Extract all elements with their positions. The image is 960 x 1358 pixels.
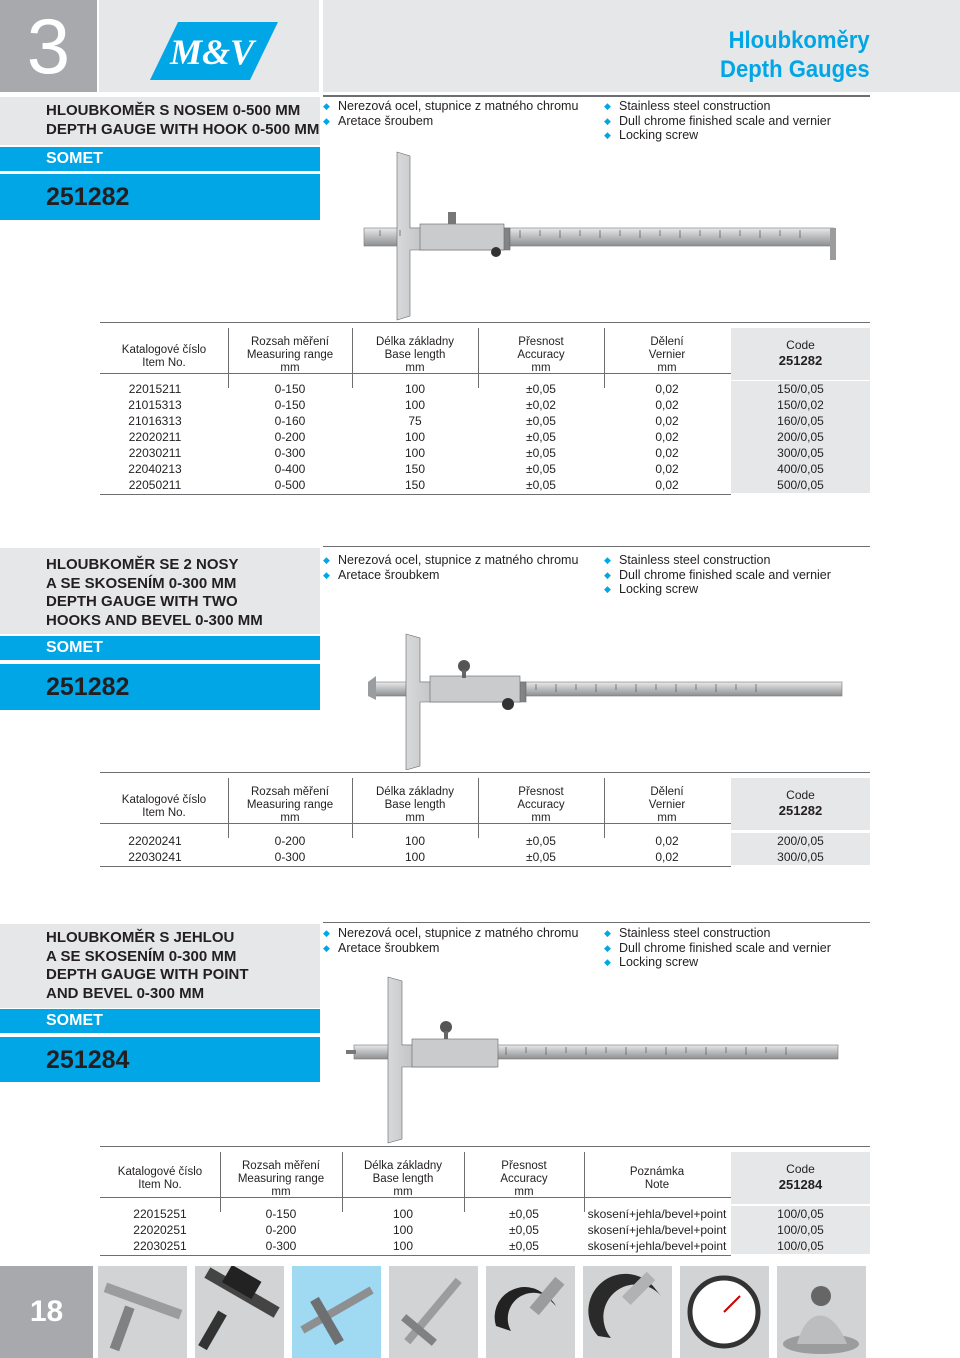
depth-gauge-hook-image xyxy=(360,150,840,322)
header-text: Rozsah měření xyxy=(242,1160,320,1172)
table-cell: 0-150 xyxy=(274,398,306,412)
table-cell: 100 xyxy=(404,834,426,848)
header-text: Délka základny xyxy=(364,1160,442,1172)
section-2-title-line: DEPTH GAUGE WITH TWO xyxy=(46,593,238,610)
dial-indicator-icon xyxy=(680,1266,769,1358)
table-cell: ±0,05 xyxy=(509,1207,539,1221)
header-text: Katalogové číslo xyxy=(121,344,207,356)
header-code-label: Code xyxy=(786,1162,815,1176)
section-3-maker: SOMET xyxy=(0,1009,320,1033)
header-code xyxy=(731,778,870,830)
table-cell: 0,02 xyxy=(655,414,679,428)
table-cell: 150/0,05 xyxy=(777,382,824,396)
header-text: Vernier xyxy=(648,349,686,361)
chapter-number: 3 xyxy=(0,0,97,92)
feature-item: ◆ Locking screw xyxy=(604,128,831,143)
table-cell: 22030251 xyxy=(133,1239,187,1253)
header-accuracy xyxy=(464,1156,584,1199)
table-cell: 21015313 xyxy=(128,398,182,412)
table-cell: 75 xyxy=(408,414,422,428)
table-cell: 0,02 xyxy=(655,446,679,460)
section-3-table xyxy=(100,1146,870,1256)
table-row xyxy=(100,1206,870,1222)
digital-caliper-icon xyxy=(195,1266,284,1358)
section-3-title-line: HLOUBKOMĚR S JEHLOU xyxy=(46,929,235,946)
table-row xyxy=(100,833,870,849)
feature-item: ◆ Stainless steel construction xyxy=(604,99,831,114)
section-3-features-en xyxy=(604,926,831,970)
header-vernier xyxy=(604,782,730,825)
table-cell: 0-300 xyxy=(265,1239,297,1253)
feature-item: ◆ Locking screw xyxy=(604,955,831,970)
table-cell: 22040213 xyxy=(128,462,182,476)
table-cell: skosení+jehla/bevel+point xyxy=(587,1223,727,1237)
header-text: Délka základny xyxy=(376,336,454,348)
header-range xyxy=(228,332,352,375)
header-text: Item No. xyxy=(142,357,186,369)
table-cell: 22020251 xyxy=(133,1223,187,1237)
header-text: Dělení xyxy=(650,786,684,798)
table-row xyxy=(100,381,870,397)
table-cell: 22020211 xyxy=(128,430,182,444)
table-cell: ±0,05 xyxy=(526,430,556,444)
section-2-title-line: HOOKS AND BEVEL 0-300 MM xyxy=(46,611,263,629)
feature-item: ◆ Stainless steel construction xyxy=(604,926,831,941)
table-bottom-rule xyxy=(100,494,731,495)
brand-logo-text: M&V xyxy=(169,32,255,72)
header-text: Rozsah měření xyxy=(251,336,329,348)
table-row xyxy=(100,445,870,461)
table-cell: 100/0,05 xyxy=(777,1239,824,1253)
header-text: mm xyxy=(514,1186,534,1198)
table-row xyxy=(100,1222,870,1238)
table-cell: ±0,05 xyxy=(509,1239,539,1253)
header-text: Accuracy xyxy=(517,799,565,811)
page-number: 18 xyxy=(0,1266,93,1358)
header-code-value: 251282 xyxy=(778,353,823,368)
header-range xyxy=(228,782,352,825)
section-3-title-line: A SE SKOSENÍM 0-300 MM xyxy=(46,947,237,965)
header-base xyxy=(342,1156,464,1199)
table-cell: 100/0,05 xyxy=(777,1223,824,1237)
title-rule xyxy=(323,95,870,97)
table-cell: 0,02 xyxy=(655,398,679,412)
table-cell: 0,02 xyxy=(655,430,679,444)
header-code-label: Code xyxy=(786,338,815,352)
header-text: Dělení xyxy=(650,336,684,348)
section-1-table xyxy=(100,322,870,497)
header-code xyxy=(731,1152,870,1204)
header-item-no xyxy=(100,790,228,820)
table-cell: skosení+jehla/bevel+point xyxy=(587,1239,727,1253)
table-cell: 0-200 xyxy=(265,1223,297,1237)
table-cell: 21016313 xyxy=(128,414,182,428)
feature-item: ◆ Dull chrome finished scale and vernier xyxy=(604,114,831,129)
table-cell: 0-200 xyxy=(274,430,306,444)
section-3-rule xyxy=(323,922,870,923)
dial-indicator-thumb[interactable] xyxy=(680,1266,769,1358)
section-1-title-line: DEPTH GAUGE WITH HOOK 0-500 MM xyxy=(46,120,320,138)
header-text: Accuracy xyxy=(517,349,565,361)
magnetic-stand-thumb[interactable] xyxy=(777,1266,866,1358)
table-cell: 100 xyxy=(404,430,426,444)
table-cell: 100 xyxy=(404,382,426,396)
section-2-title xyxy=(0,548,320,634)
table-cell: 0-150 xyxy=(274,382,306,396)
table-cell: ±0,05 xyxy=(509,1223,539,1237)
header-text: Base length xyxy=(372,1173,434,1185)
header-base xyxy=(352,332,478,375)
table-cell: 22015251 xyxy=(133,1207,187,1221)
feature-item: ◆ Nerezová ocel, stupnice z matného chromu xyxy=(323,926,578,941)
table-cell: ±0,05 xyxy=(526,462,556,476)
section-2-table xyxy=(100,772,870,872)
section-2-rule xyxy=(323,546,870,547)
feature-item: ◆ Nerezová ocel, stupnice z matného chromu xyxy=(323,99,578,114)
table-cell: 150/0,02 xyxy=(777,398,824,412)
table-cell: 200/0,05 xyxy=(777,430,824,444)
section-2-features-cz xyxy=(323,553,578,582)
header-text: Measuring range xyxy=(246,799,334,811)
table-row xyxy=(100,849,870,865)
outside-micrometer-icon xyxy=(583,1266,672,1358)
table-cell: 0-160 xyxy=(274,414,306,428)
table-cell: 200/0,05 xyxy=(777,834,824,848)
height-gauge-icon xyxy=(389,1266,478,1358)
section-1-maker: SOMET xyxy=(0,147,320,171)
section-2-maker: SOMET xyxy=(0,636,320,660)
header-text: mm xyxy=(405,812,425,824)
table-cell: 100/0,05 xyxy=(777,1207,824,1221)
depth-gauge-point-image xyxy=(346,975,846,1145)
table-cell: 0,02 xyxy=(655,462,679,476)
table-cell: 150 xyxy=(404,462,426,476)
table-row xyxy=(100,461,870,477)
header-text: Vernier xyxy=(648,799,686,811)
header-text: Přesnost xyxy=(501,1160,547,1172)
table-cell: 0-400 xyxy=(274,462,306,476)
header-accuracy xyxy=(478,782,604,825)
header-item-no xyxy=(100,340,228,370)
table-cell: 500/0,05 xyxy=(777,478,824,492)
micrometer-icon xyxy=(486,1266,575,1358)
section-2-title-line: A SE SKOSENÍM 0-300 MM xyxy=(46,574,237,592)
header-code-value: 251282 xyxy=(778,803,823,818)
table-cell: ±0,02 xyxy=(526,398,556,412)
header-text: Poznámka xyxy=(629,1166,685,1178)
height-gauge-thumb[interactable] xyxy=(389,1266,478,1358)
table-cell: 100 xyxy=(404,398,426,412)
header-text: mm xyxy=(531,812,551,824)
outside-micrometer-thumb[interactable] xyxy=(583,1266,672,1358)
section-1-features-cz xyxy=(323,99,578,128)
table-cell: 100 xyxy=(404,446,426,460)
header-text: mm xyxy=(531,362,551,374)
table-cell: 100 xyxy=(392,1207,414,1221)
section-3-title xyxy=(0,924,320,1008)
table-cell: 100 xyxy=(392,1223,414,1237)
header-text: Measuring range xyxy=(237,1173,325,1185)
table-cell: 22030241 xyxy=(128,850,182,864)
page-title-en: Depth Gauges xyxy=(720,56,870,83)
digital-caliper-thumb[interactable] xyxy=(195,1266,284,1358)
table-cell: ±0,05 xyxy=(526,446,556,460)
table-cell: 150 xyxy=(404,478,426,492)
table-bottom-rule xyxy=(100,1255,731,1256)
header-range xyxy=(220,1156,342,1199)
header-text: Přesnost xyxy=(518,336,564,348)
table-cell: 0-300 xyxy=(274,446,306,460)
table-cell: 0-200 xyxy=(274,834,306,848)
table-cell: 0-500 xyxy=(274,478,306,492)
table-cell: 22050211 xyxy=(128,478,182,492)
page-title xyxy=(720,26,870,84)
header-text: Přesnost xyxy=(518,786,564,798)
table-cell: 300/0,05 xyxy=(777,446,824,460)
section-1-features-en xyxy=(604,99,831,143)
table-cell: ±0,05 xyxy=(526,414,556,428)
header-note xyxy=(584,1162,730,1192)
micrometer-thumb[interactable] xyxy=(486,1266,575,1358)
header-text: Item No. xyxy=(142,807,186,819)
section-3-features-cz xyxy=(323,926,578,955)
feature-item: ◆ Locking screw xyxy=(604,582,831,597)
header-vernier xyxy=(604,332,730,375)
section-2-features-en xyxy=(604,553,831,597)
table-cell: 22020241 xyxy=(128,834,182,848)
section-2-title-line: HLOUBKOMĚR SE 2 NOSY xyxy=(46,556,239,573)
table-row xyxy=(100,413,870,429)
header-text: mm xyxy=(657,362,677,374)
header-text: Item No. xyxy=(138,1179,182,1191)
feature-item: ◆ Aretace šroubkem xyxy=(323,941,578,956)
table-cell: 160/0,05 xyxy=(777,414,824,428)
header-item-no xyxy=(100,1162,220,1192)
table-cell: 0,02 xyxy=(655,382,679,396)
header-text: mm xyxy=(393,1186,413,1198)
table-cell: ±0,05 xyxy=(526,382,556,396)
table-row xyxy=(100,397,870,413)
table-cell: 0,02 xyxy=(655,850,679,864)
depth-gauge-two-hooks-image xyxy=(366,630,846,770)
table-cell: 22030211 xyxy=(128,446,182,460)
section-1-title-line: HLOUBKOMĚR S NOSEM 0-500 MM xyxy=(46,102,301,119)
section-3-title-line: DEPTH GAUGE WITH POINT xyxy=(46,966,249,983)
header-code-label: Code xyxy=(786,788,815,802)
header-text: Rozsah měření xyxy=(251,786,329,798)
section-1-code: 251282 xyxy=(0,174,320,220)
table-cell: 300/0,05 xyxy=(777,850,824,864)
caliper-icon xyxy=(98,1266,187,1358)
table-cell: 100 xyxy=(392,1239,414,1253)
table-cell: ±0,05 xyxy=(526,834,556,848)
header-text: Measuring range xyxy=(246,349,334,361)
feature-item: ◆ Nerezová ocel, stupnice z matného chromu xyxy=(323,553,578,568)
table-cell: skosení+jehla/bevel+point xyxy=(587,1207,727,1221)
table-row xyxy=(100,429,870,445)
feature-item: ◆ Aretace šroubem xyxy=(323,114,578,129)
table-cell: 22015211 xyxy=(128,382,182,396)
brand-logo xyxy=(150,22,278,80)
table-row xyxy=(100,1238,870,1254)
header-text: mm xyxy=(405,362,425,374)
table-cell: ±0,05 xyxy=(526,850,556,864)
depth-gauge-icon xyxy=(292,1266,381,1358)
section-3-title-line: AND BEVEL 0-300 MM xyxy=(46,984,205,1002)
header-accuracy xyxy=(478,332,604,375)
table-cell: 0,02 xyxy=(655,834,679,848)
header-text: mm xyxy=(271,1186,291,1198)
feature-item: ◆ Dull chrome finished scale and vernier xyxy=(604,568,831,583)
table-bottom-rule xyxy=(100,866,731,867)
table-cell: 100 xyxy=(404,850,426,864)
table-cell: 0-150 xyxy=(265,1207,297,1221)
header-text: Note xyxy=(644,1179,670,1191)
feature-item: ◆ Dull chrome finished scale and vernier xyxy=(604,941,831,956)
caliper-thumb[interactable] xyxy=(98,1266,187,1358)
magnetic-stand-icon xyxy=(777,1266,866,1358)
header-base xyxy=(352,782,478,825)
table-row xyxy=(100,477,870,493)
section-1-title xyxy=(0,97,320,145)
section-3-code: 251284 xyxy=(0,1037,320,1082)
header-text: mm xyxy=(280,362,300,374)
header-text: Accuracy xyxy=(500,1173,548,1185)
table-cell: 400/0,05 xyxy=(777,462,824,476)
header-code xyxy=(731,328,870,380)
page-title-cz: Hloubkoměry xyxy=(728,27,870,54)
header-text: Base length xyxy=(384,349,446,361)
table-cell: ±0,05 xyxy=(526,478,556,492)
table-cell: 0,02 xyxy=(655,478,679,492)
header-text: Katalogové číslo xyxy=(117,1166,203,1178)
header-text: Délka základny xyxy=(376,786,454,798)
header-text: mm xyxy=(657,812,677,824)
header-code-value: 251284 xyxy=(778,1177,823,1192)
feature-item: ◆ Stainless steel construction xyxy=(604,553,831,568)
header-text: Base length xyxy=(384,799,446,811)
table-cell: 0-300 xyxy=(274,850,306,864)
feature-item: ◆ Aretace šroubkem xyxy=(323,568,578,583)
section-2-code: 251282 xyxy=(0,664,320,710)
header-text: mm xyxy=(280,812,300,824)
header-text: Katalogové číslo xyxy=(121,794,207,806)
depth-gauge-thumb[interactable] xyxy=(292,1266,381,1358)
